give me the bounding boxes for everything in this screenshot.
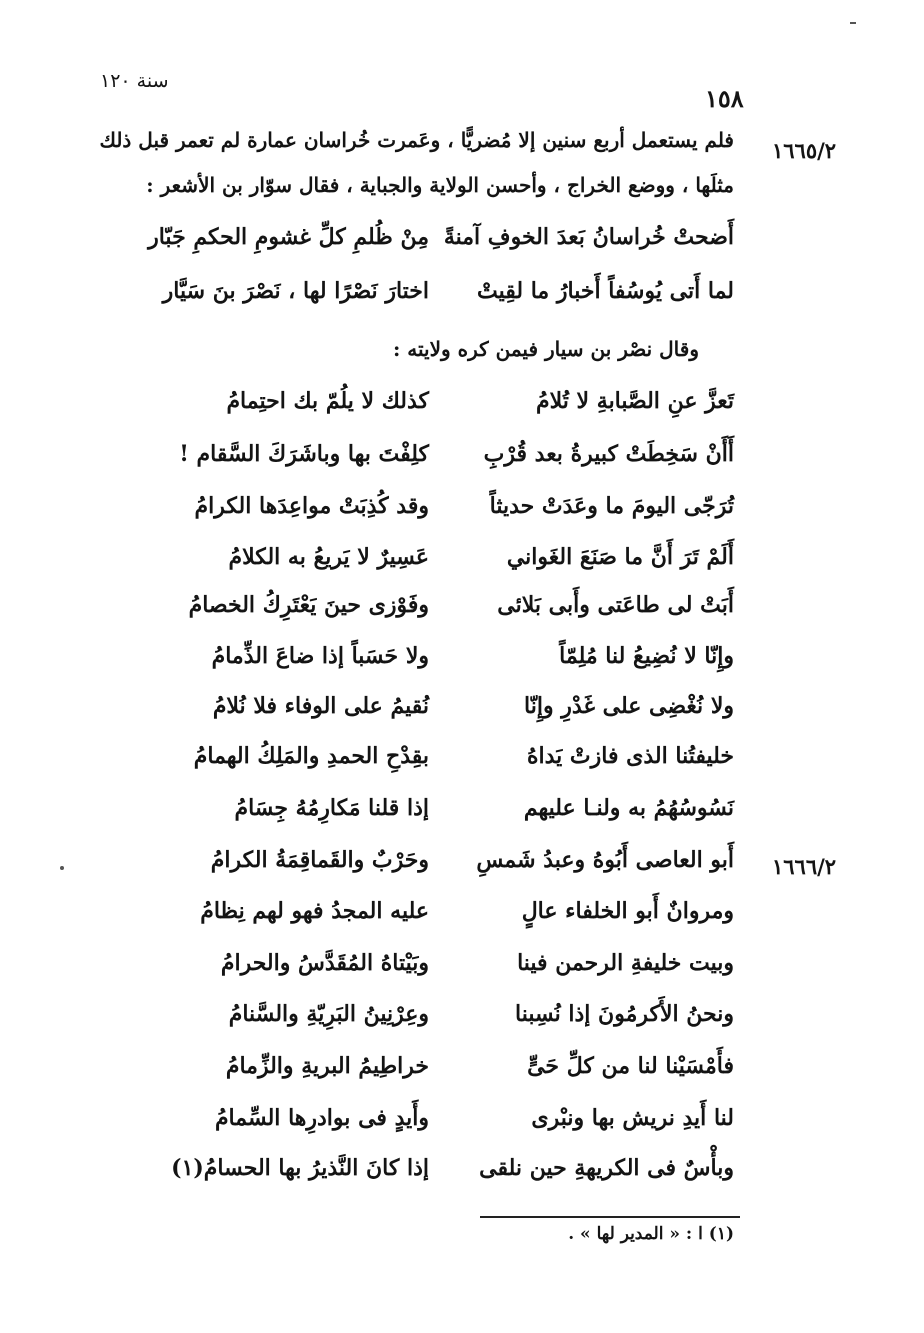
verse-hemistich-right: ولا نُغْضِى على غَدْرِ وإِنّا [524, 693, 734, 719]
verse-hemistich-right: ونحنُ الأَكرمُونَ إذا نُسِبنا [514, 1001, 734, 1027]
footnote-rule [480, 1216, 740, 1218]
scan-speck [60, 866, 64, 870]
prose-line: مثلَها ، ووضع الخراج ، وأحسن الولاية والجباية ، فقال سوّار بن الأشعر : [146, 173, 734, 197]
margin-note: ١٦٦٥/٢ [772, 138, 837, 163]
verse-hemistich-right: أَأَنْ سَخِطَتْ كبيرةُ بعد قُرْبِ [483, 441, 734, 467]
verse-hemistich-left: وأَيدٍ فى بوادرِها السِّمامُ [214, 1105, 429, 1131]
verse-hemistich-left: وقد كُذِبَتْ مواعِدَها الكرامُ [194, 493, 429, 519]
verse-hemistich-right: وإِنّا لا نُضِيعُ لنا مُلِمّاً [559, 643, 734, 669]
verse-hemistich-right: خليفتُنا الذى فازتْ يَداهُ [526, 743, 734, 769]
verse-hemistich-left: عَسِيرٌ لا يَريعُ به الكلامُ [228, 544, 429, 570]
verse-hemistich-left: كلِفْتَ بها وباشَرَكَ السَّقام ! [179, 441, 429, 467]
verse-hemistich-left: عليه المجدُ فهو لهم نِظامُ [200, 898, 429, 924]
verse-hemistich-left: نُقيمُ على الوفاء فلا نُلامُ [212, 693, 429, 719]
verse-hemistich-right: أَبو العاصى أَبُوهُ وعبدُ شَمسِ [476, 847, 734, 873]
verse-hemistich-left: وبَيْتاهُ المُقَدَّسُ والحرامُ [220, 950, 429, 976]
verse-hemistich-left: وحَرْبٌ والقَماقِمَةُ الكرامُ [210, 847, 429, 873]
verse-hemistich-right: لما أَتى يُوسُفاً أَخبارُ ما لقِيتْ [477, 278, 734, 304]
verse-hemistich-right: أَبَتْ لى طاعَتى وأَبى بَلائى [497, 592, 734, 618]
verse-hemistich-right: وبيت خليفةِ الرحمن فينا [517, 950, 734, 976]
prose-line: فلم يستعمل أربع سنين إلا مُضريًّا ، وعَمرت خُراسان عمارة لم تعمر قبل ذلك [99, 128, 734, 152]
page-number: ١٥٨ [705, 84, 744, 113]
verse-hemistich-left: ولا حَسَباً إذا ضاعَ الذِّمامُ [211, 643, 429, 669]
verse-hemistich-left: اختارَ نَصْرًا لها ، نَصْرَ بنَ سَيَّار [162, 278, 429, 304]
verse-hemistich-right: فأَمْسَيْنا لنا من كلِّ حَىٍّ [527, 1053, 734, 1079]
verse-hemistich-left: مِنْ ظُلمِ كلِّ غشومِ الحكمِ جَبّار [148, 224, 429, 250]
verse-hemistich-right: تَعزَّ عنِ الصَّبابةِ لا تُلامُ [536, 388, 734, 414]
verse-hemistich-right: أَلَمْ تَرَ أَنَّ ما صَنَعَ الغَواني [506, 544, 734, 570]
scan-speck [850, 22, 856, 24]
margin-note: ١٦٦٦/٢ [772, 854, 837, 879]
footnote: (١) ا : « المدير لها » . [568, 1224, 734, 1244]
verse-hemistich-left: إذا كانَ النَّذيرُ بها الحسامُ(١) [171, 1155, 429, 1181]
verse-hemistich-left: خراطِيمُ البريةِ والزِّمامُ [225, 1053, 429, 1079]
verse-hemistich-right: أَضحتْ خُراسانُ بَعدَ الخوفِ آمنةً [443, 224, 734, 250]
prose-line: وقال نصْر بن سيار فيمن كره ولايته : [392, 337, 699, 361]
verse-hemistich-right: ومروانٌ أَبو الخلفاء عالٍ [521, 898, 734, 924]
verse-hemistich-right: تُرَجّى اليومَ ما وعَدَتْ حديثاً [489, 493, 734, 519]
verse-hemistich-right: لنا أَيدِ نريش بها ونبْرى [531, 1105, 734, 1131]
verse-hemistich-right: وبأْسٌ فى الكريهةِ حين نلقى [479, 1155, 734, 1181]
verse-hemistich-left: وعِرْنِينُ البَرِيّةِ والسَّنامُ [228, 1001, 429, 1027]
running-header-year: سنة ١٢٠ [100, 70, 169, 92]
verse-hemistich-left: إذا قلنا مَكارِمُهُ جِسَامُ [234, 795, 429, 821]
verse-hemistich-left: كذلك لا يلُمّ بك احتِمامُ [226, 388, 429, 414]
verse-hemistich-right: نَسُوسُهُمُ به ولنـا عليهم [523, 795, 734, 821]
verse-hemistich-left: وفَوْزى حينَ يَعْتَرِكُ الخصامُ [188, 592, 429, 618]
verse-hemistich-left: بقِدْحِ الحمدِ والمَلِكُ الهمامُ [193, 743, 429, 769]
